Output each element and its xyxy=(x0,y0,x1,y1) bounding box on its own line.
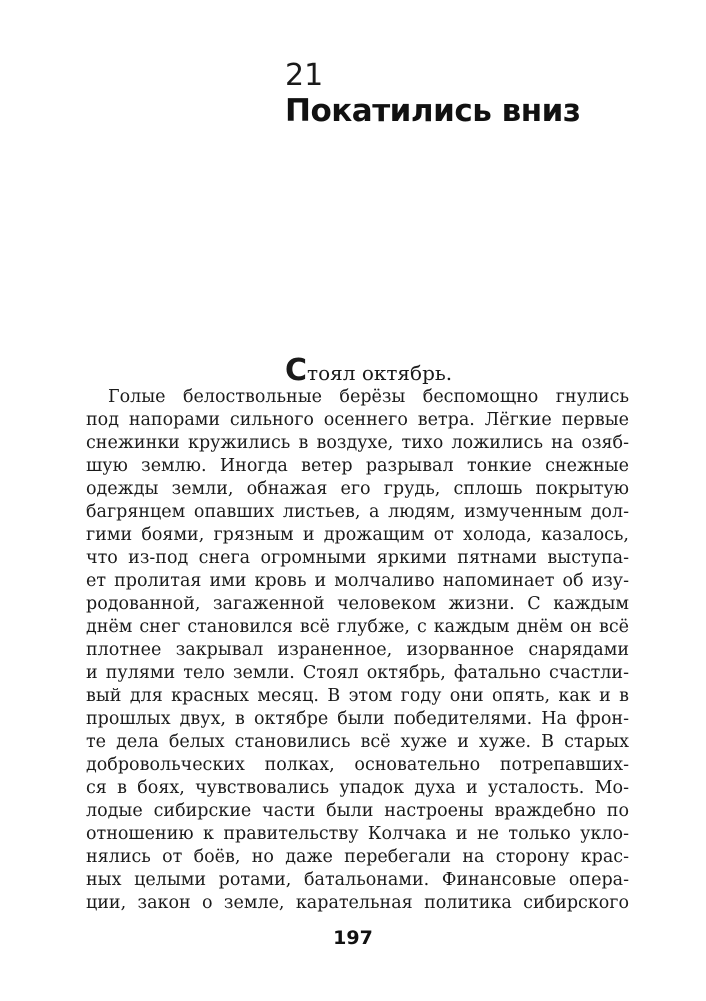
chapter-title: Покатились вниз xyxy=(285,93,581,129)
page-number: 197 xyxy=(333,927,373,949)
opening-text: тоял октябрь. xyxy=(307,361,453,385)
text-line: нялись от боёв, но даже перебегали на сторону крас- xyxy=(86,847,629,867)
text-line: гими боями, грязным и дрожащим от холода, казалось, xyxy=(86,525,629,545)
text-line: вый для красных месяц. В этом году они опять, как и в xyxy=(86,686,629,706)
body-text xyxy=(86,386,629,915)
text-line: прошлых двух, в октябре были победителями. На фрон- xyxy=(86,709,629,729)
text-line: ет пролитая ими кровь и молчаливо напоминает об изу- xyxy=(86,571,629,591)
text-line: отношению к правительству Колчака и не только укло- xyxy=(86,824,629,844)
text-line: что из-под снега огромными яркими пятнами выступа- xyxy=(86,548,629,568)
text-line: шую землю. Иногда ветер разрывал тонкие снежные xyxy=(86,456,629,476)
text-line: те дела белых становились всё хуже и хуже. В старых xyxy=(86,732,629,752)
text-line: плотнее закрывал израненное, изорванное снарядами xyxy=(86,640,629,660)
drop-cap: С xyxy=(285,353,308,388)
text-line: багрянцем опавших листьев, а людям, измученным дол- xyxy=(86,502,629,522)
text-line: днём снег становился всё глубже, с каждым днём он всё xyxy=(86,617,629,637)
opening-line xyxy=(285,353,453,388)
text-line: снежинки кружились в воздухе, тихо ложились на озяб- xyxy=(86,433,629,453)
chapter-number: 21 xyxy=(285,58,324,93)
text-line: одежды земли, обнажая его грудь, сплошь покрытую xyxy=(86,479,629,499)
text-line: и пулями тело земли. Стоял октябрь, фатально счастли- xyxy=(86,663,629,683)
text-line: родованной, загаженной человеком жизни. С каждым xyxy=(86,594,629,614)
text-line: ных целыми ротами, батальонами. Финансовые опера- xyxy=(86,870,629,890)
text-line: ся в боях, чувствовались упадок духа и усталость. Мо- xyxy=(86,778,629,798)
text-line: лодые сибирские части были настроены враждебно по xyxy=(86,801,629,821)
text-line: Голые белоствольные берёзы беспомощно гнулись xyxy=(108,387,629,407)
text-line: ции, закон о земле, карательная политика сибирского xyxy=(86,893,629,913)
text-line: добровольческих полках, основательно потрепавших- xyxy=(86,755,629,775)
text-line: под напорами сильного осеннего ветра. Лёгкие первые xyxy=(86,410,629,430)
